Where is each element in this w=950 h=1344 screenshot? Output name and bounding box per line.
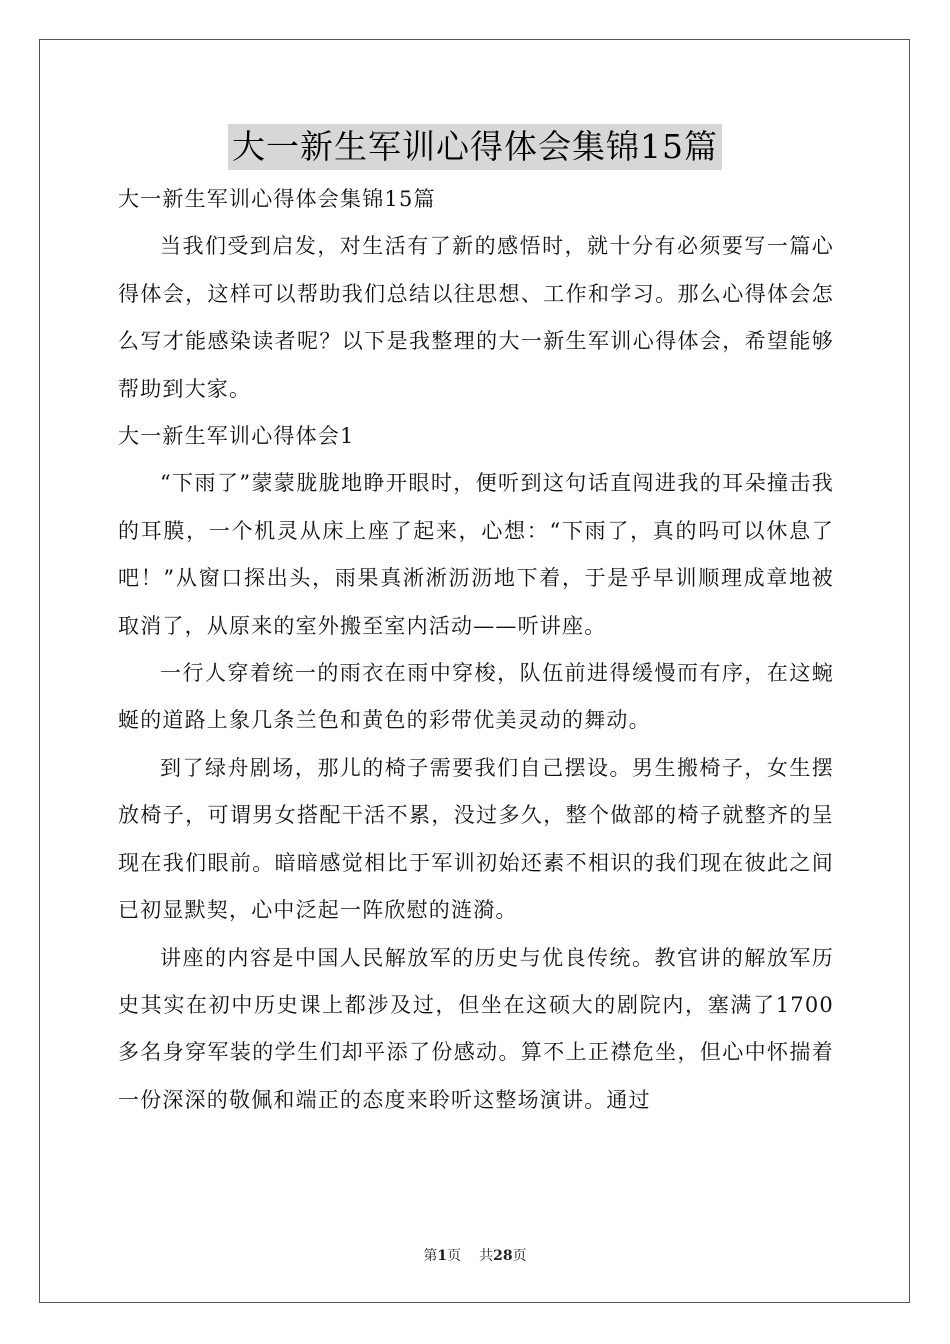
total-suffix: 页 xyxy=(512,1248,527,1264)
document-subtitle: 大一新生军训心得体会集锦15篇 xyxy=(118,187,436,211)
intro-paragraph: 当我们受到启发，对生活有了新的感悟时，就十分有必须要写一篇心得体会，这样可以帮助我们总结以往思想、工作和学习。那么心得体会怎么写才能感染读者呢？以下是我整理的大一新生军训心得体会，希望能够帮助到大家。 xyxy=(118,234,834,401)
document-title: 大一新生军训心得体会集锦15篇 xyxy=(228,124,722,170)
body-paragraph: 讲座的内容是中国人民解放军的历史与优良传统。教官讲的解放军历史其实在初中历史课上都涉及过，但坐在这硕大的剧院内，塞满了1700多名身穿军装的学生们却平添了份感动。算不上正襟危坐，但心中怀揣着一份深深的敬佩和端正的态度来聆听这整场演讲。通过 xyxy=(118,945,834,1112)
body-paragraph: 一行人穿着统一的雨衣在雨中穿梭，队伍前进得缓慢而有序，在这蜿蜒的道路上象几条兰色和黄色的彩带优美灵动的舞动。 xyxy=(118,661,834,733)
document-body xyxy=(118,176,834,1124)
page-footer xyxy=(0,1245,950,1265)
title-container xyxy=(0,124,950,170)
page-number: 1 xyxy=(437,1248,448,1264)
body-paragraph: “下雨了”蒙蒙胧胧地睁开眼时，便听到这句话直闯进我的耳朵撞击我的耳膜，一个机灵从床上座了起来，心想：“下雨了，真的吗可以休息了吧！”从窗口探出头，雨果真淅淅沥沥地下着，于是乎早训顺理成章地被取消了，从原来的室外搬至室内活动——听讲座。 xyxy=(118,471,834,638)
page-suffix: 页 xyxy=(447,1248,462,1264)
page-prefix: 第 xyxy=(423,1248,438,1264)
total-pages: 28 xyxy=(493,1248,513,1264)
section-heading: 大一新生军训心得体会1 xyxy=(118,424,355,449)
body-paragraph: 到了绿舟剧场，那儿的椅子需要我们自己摆设。男生搬椅子，女生摆放椅子，可谓男女搭配干活不累，没过多久，整个做部的椅子就整齐的呈现在我们眼前。暗暗感觉相比于军训初始还素不相识的我们现在彼此之间已初显默契，心中泛起一阵欣慰的涟漪。 xyxy=(118,755,834,923)
total-prefix: 共 xyxy=(479,1248,494,1264)
